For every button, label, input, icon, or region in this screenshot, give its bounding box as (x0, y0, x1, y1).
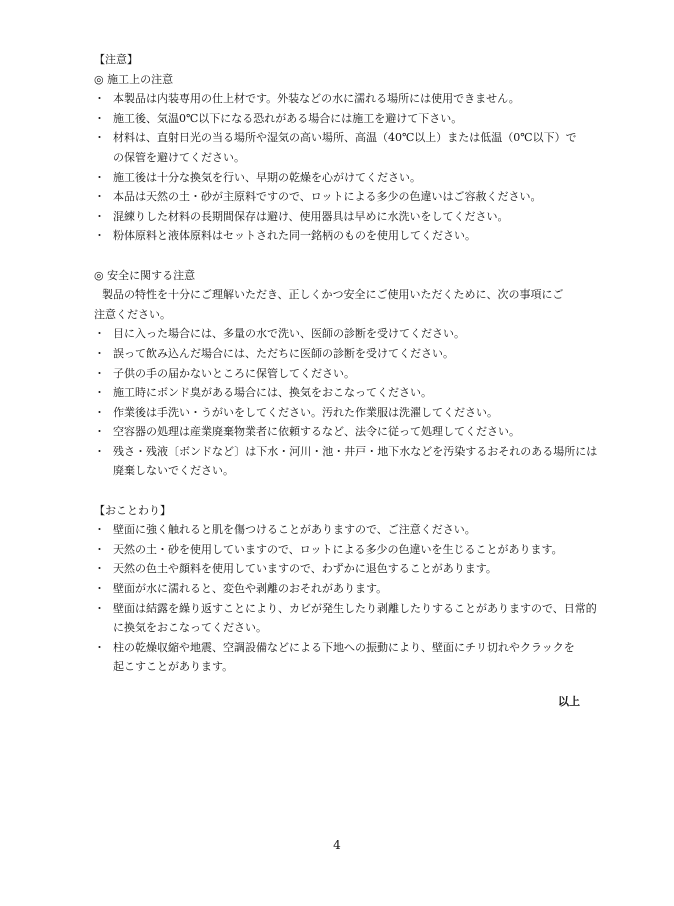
bullet-mark: ・ (94, 209, 105, 223)
list-item-text: 空容器の処理は産業廃棄物業者に依頼するなど、法令に従って処理してください。 (113, 425, 520, 439)
bullet-mark: ・ (94, 190, 105, 204)
list-item-text: 本品は天然の土・砂が主原料ですので、ロットによる多少の色違いはご容赦ください。 (113, 190, 542, 204)
bullet-mark: ・ (94, 562, 105, 576)
bullet-mark: ・ (94, 582, 105, 596)
list-item-text: 目に入った場合には、多量の水で洗い、医師の診断を受けてください。 (113, 327, 465, 341)
bullet-mark: ・ (94, 229, 105, 243)
bullet-mark: ・ (94, 92, 105, 106)
list-item-text: 天然の土・砂を使用していますので、ロットによる多少の色違いを生じることがあります。 (113, 542, 563, 556)
list-item-text: 本製品は内装専用の仕上材です。外装などの水に濡れる場所には使用できません。 (113, 92, 520, 106)
list-item-text-continued: 起こすことがあります。 (113, 660, 234, 674)
bullet-mark: ・ (94, 386, 105, 400)
list-item (94, 187, 594, 207)
bullet-mark: ・ (94, 444, 105, 458)
page-number: 4 (333, 838, 341, 852)
list-item (94, 89, 594, 109)
safety-notes-title: ◎ 安全に関する注意 (94, 268, 196, 282)
safety-notes-list (94, 324, 598, 481)
bullet-mark: ・ (94, 523, 105, 537)
section-spacer (94, 246, 594, 266)
list-item (94, 168, 594, 188)
list-item-text: 誤って飲み込んだ場合には、ただちに医師の診断を受けてください。 (113, 346, 454, 360)
closing-mark: 以上 (558, 695, 580, 708)
list-item (94, 540, 594, 560)
list-item (94, 128, 594, 167)
list-item-text: 施工時にボンド臭がある場合には、換気をおこなってください。 (113, 386, 432, 400)
list-item (94, 383, 594, 403)
list-item-text-continued: に換気をおこなってください。 (113, 621, 267, 635)
list-item (94, 579, 594, 599)
safety-intro-line-2: 注意ください。 (94, 307, 171, 321)
bullet-mark: ・ (94, 425, 105, 439)
list-item-text: 混練りした材料の長期間保存は避け、使用器具は早めに水洗いをしてください。 (113, 209, 509, 223)
bullet-mark: ・ (94, 111, 105, 125)
list-item-text-continued: 廃棄しないでください。 (113, 464, 234, 478)
list-item (94, 599, 597, 638)
bullet-mark: ・ (94, 542, 105, 556)
bullet-mark: ・ (94, 366, 105, 380)
list-item (94, 638, 594, 677)
list-item (94, 403, 594, 423)
list-item-text: 作業後は手洗い・うがいをしてください。汚れた作業服は洗濯してください。 (113, 405, 498, 419)
document-body (94, 50, 598, 677)
list-item-text: 粉体原料と液体原料はセットされた同一銘柄のものを使用してください。 (113, 229, 476, 243)
bullet-mark: ・ (94, 405, 105, 419)
list-item (94, 344, 594, 364)
list-item (94, 520, 594, 540)
list-item-text: 施工後、気温0℃以下になる恐れがある場合には施工を避けて下さい。 (113, 111, 463, 125)
list-item-text: 材料は、直射日光の当る場所や湿気の高い場所、高温（40℃以上）または低温（0℃以下）で (113, 131, 577, 145)
list-item-text: 壁面に強く触れると肌を傷つけることがありますので、ご注意ください。 (113, 523, 476, 537)
list-item-text: 子供の手の届かないところに保管してください。 (113, 366, 355, 380)
construction-notes-list (94, 89, 594, 246)
construction-notes-title: ◎ 施工上の注意 (94, 72, 174, 86)
list-item (94, 422, 594, 442)
bullet-mark: ・ (94, 131, 105, 145)
safety-intro-line-1: 製品の特性を十分にご理解いただき、正しくかつ安全にご使用いただくために、次の事項にご (102, 288, 564, 302)
disclaimer-list (94, 520, 597, 677)
list-item-text-continued: の保管を避けてください。 (113, 150, 245, 164)
bullet-mark: ・ (94, 640, 105, 654)
list-item (94, 226, 594, 246)
list-item (94, 324, 594, 344)
list-item (94, 207, 594, 227)
list-item-text: 壁面は結露を繰り返すことにより、カビが発生したり剥離したりすることがありますので、日常的 (113, 601, 597, 615)
list-item-text: 壁面が水に濡れると、変色や剥離のおそれがあります。 (113, 582, 388, 596)
list-item (94, 364, 594, 384)
bullet-mark: ・ (94, 346, 105, 360)
section-spacer (94, 481, 594, 501)
disclaimer-header: 【おことわり】 (94, 503, 171, 517)
bullet-mark: ・ (94, 327, 105, 341)
list-item-text: 天然の色土や顔料を使用していますので、わずかに退色することがあります。 (113, 562, 497, 576)
bullet-mark: ・ (94, 601, 105, 615)
list-item-text: 残さ・残液〔ボンドなど〕は下水・河川・池・井戸・地下水などを汚染するおそれのある場所には (113, 444, 598, 458)
bullet-mark: ・ (94, 170, 105, 184)
list-item (94, 559, 594, 579)
list-item-text: 施工後は十分な換気を行い、早期の乾燥を心がけてください。 (113, 170, 421, 184)
list-item-text: 柱の乾燥収縮や地震、空調設備などによる下地への振動により、壁面にチリ切れやクラックを (113, 640, 575, 654)
list-item (94, 109, 594, 129)
notes-header: 【注意】 (94, 53, 138, 66)
list-item (94, 442, 598, 481)
